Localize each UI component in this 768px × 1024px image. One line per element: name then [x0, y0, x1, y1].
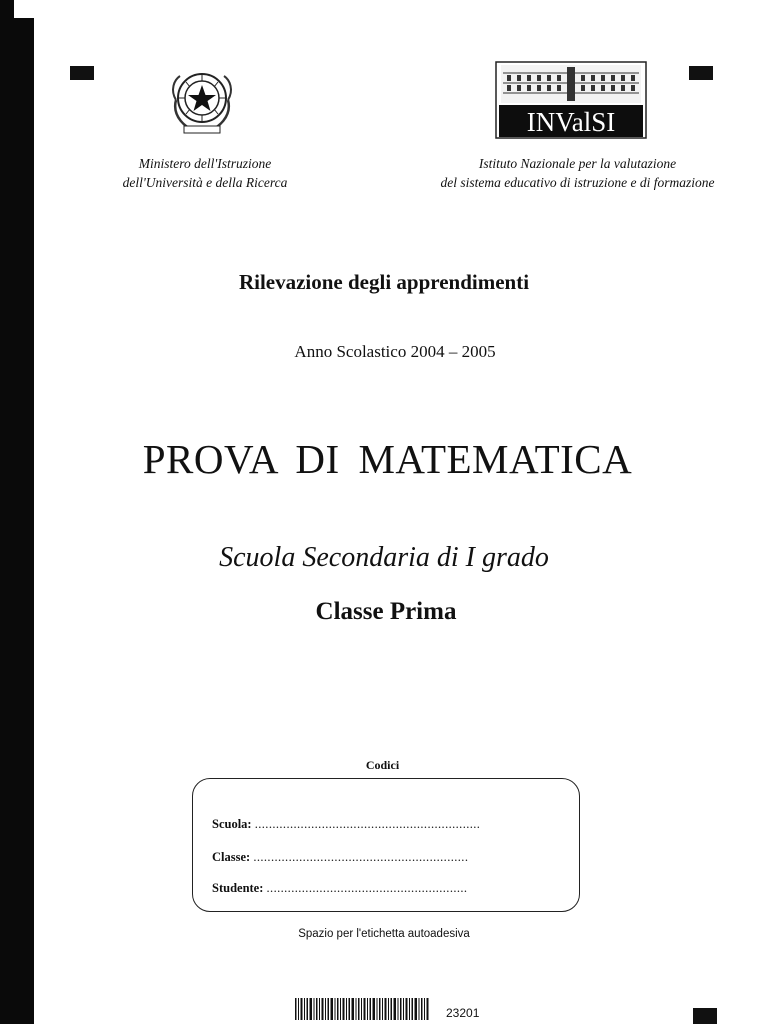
invalsi-caption-line2: del sistema educativo di istruzione e di formazione — [440, 175, 715, 190]
sticker-note: Spazio per l'etichetta autoadesiva — [298, 928, 470, 940]
school-year: Anno Scolastico 2004 – 2005 — [294, 342, 496, 361]
registration-mark-top-left — [70, 66, 94, 80]
student-code-field[interactable] — [212, 881, 467, 896]
test-title: PROVA DI MATEMATICA — [142, 436, 633, 482]
student-code-dots: ......................................................... — [266, 881, 468, 895]
school-code-label: Scuola: — [212, 817, 252, 831]
survey-title: Rilevazione degli apprendimenti — [238, 270, 530, 294]
ministry-caption-line1: Ministero dell'Istruzione — [138, 156, 272, 171]
invalsi-logo — [495, 61, 647, 139]
barcode-icon — [295, 998, 430, 1020]
invalsi-caption — [405, 154, 750, 192]
invalsi-logo-text: INValSI — [526, 107, 616, 137]
class-code-label: Classe: — [212, 850, 251, 864]
scan-edge-notch — [0, 0, 14, 20]
school-code-field[interactable] — [212, 817, 480, 832]
school-code-dots: ................................................................ — [254, 817, 481, 831]
scan-edge-bar — [0, 18, 34, 1024]
registration-mark-bottom-right — [693, 1008, 717, 1024]
codes-heading: Codici — [365, 758, 400, 772]
class-code-dots: ............................................................. — [253, 850, 469, 864]
class-level: Classe Prima — [315, 598, 457, 625]
class-code-field[interactable] — [212, 850, 468, 865]
barcode-number: 23201 — [446, 1006, 480, 1020]
ministry-caption — [95, 154, 315, 192]
ministry-caption-line2: dell'Università e della Ricerca — [122, 175, 288, 190]
italian-republic-emblem-icon — [162, 60, 242, 140]
student-code-label: Studente: — [212, 881, 264, 895]
registration-mark-top-right — [689, 66, 713, 80]
invalsi-caption-line1: Istituto Nazionale per la valutazione — [478, 156, 677, 171]
school-level: Scuola Secondaria di I grado — [219, 542, 549, 573]
